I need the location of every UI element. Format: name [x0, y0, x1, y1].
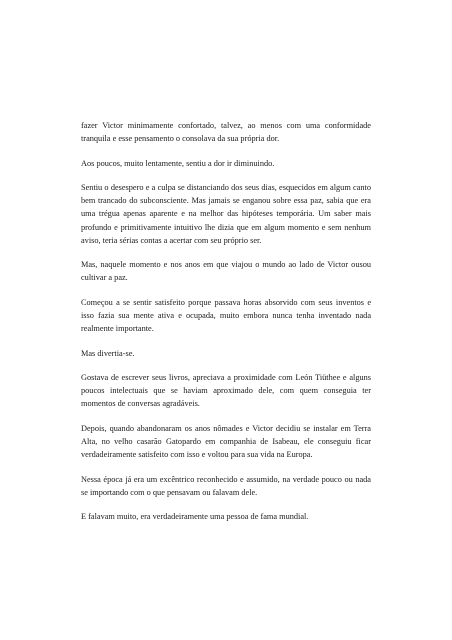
body-text — [81, 119, 371, 535]
paragraph-3: Sentiu o desespero e a culpa se distanciando dos seus dias, esquecidos em algum canto bem trancado do subconsciente. Mas jamais se enganou sobre essa paz, sabia que era uma trégua apenas aparente e na melhor das hipóteses temporária. Um saber mais profundo e primitivamente intuitivo lhe dizia que em algum momento e sem nenhum aviso, teria sérias contas a acertar com seu próprio ser. — [81, 182, 371, 245]
paragraph-10: E falavam muito, era verdadeiramente uma pessoa de fama mundial. — [81, 512, 309, 522]
paragraph-9: Nessa época já era um excêntrico reconhecido e assumido, na verdade pouco ou nada se importando com o que pensavam ou falavam dele. — [81, 474, 371, 497]
paragraph-1: fazer Victor minimamente confortado, talvez, ao menos com uma conformidade tranquila e esse pensamento o consolava da sua própria dor. — [81, 121, 371, 144]
paragraph-8: Depois, quando abandonaram os anos nômades e Victor decidiu se instalar em Terra Alta, no velho casarão Gatopardo em companhia de Isabeau, ele conseguiu ficar verdadeiramente satisfeito com isso e voltou para sua vida na Europa. — [81, 423, 371, 460]
paragraph-6: Mas divertia-se. — [81, 348, 135, 358]
paragraph-5: Começou a se sentir satisfeito porque passava horas absorvido com seus inventos e isso fazia sua mente ativa e ocupada, muito embora nunca tenha inventado nada realmente importante. — [81, 297, 371, 334]
paragraph-7: Gostava de escrever seus livros, apreciava a proximidade com León Tiüthee e alguns poucos intelectuais que se haviam aproximado dele, com quem conseguia ter momentos de conversas agradáveis. — [81, 372, 371, 409]
paragraph-4: Mas, naquele momento e nos anos em que viajou o mundo ao lado de Victor ousou cultivar a paz. — [81, 260, 371, 283]
paragraph-2: Aos poucos, muito lentamente, sentiu a dor ir diminuindo. — [81, 158, 275, 168]
